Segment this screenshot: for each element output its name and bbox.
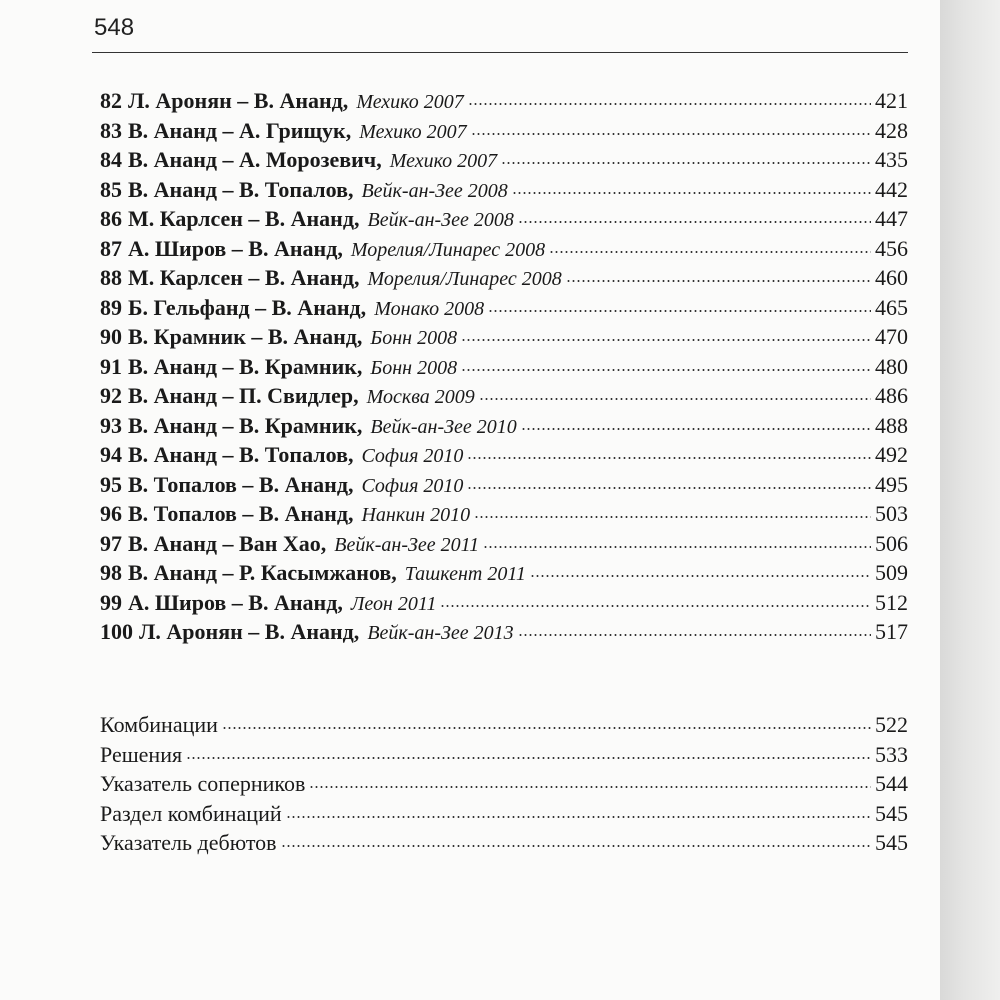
toc-game-entry — [100, 354, 908, 384]
toc-section-entry — [100, 830, 908, 860]
dot-leader — [461, 368, 871, 372]
game-players: В. Топалов – В. Ананд, — [128, 501, 354, 526]
game-page-number: 509 — [875, 560, 908, 585]
game-place: Вейк-ан-Зее 2008 — [361, 179, 508, 202]
game-number: 85 — [100, 176, 122, 202]
game-players: В. Ананд – В. Топалов, — [128, 442, 354, 467]
toc-section-entry — [100, 771, 908, 801]
toc-game-entry — [100, 177, 908, 207]
game-number: 88 — [100, 265, 122, 290]
game-page-number: 421 — [875, 88, 908, 113]
game-page-number: 470 — [875, 324, 908, 349]
dot-leader — [222, 726, 871, 730]
game-page-number: 512 — [875, 589, 908, 615]
toc-game-entry — [100, 590, 908, 620]
dot-leader — [521, 427, 871, 431]
game-players: В. Ананд – В. Топалов, — [128, 176, 354, 202]
toc-section-entry — [100, 742, 908, 772]
game-players: В. Топалов – В. Ананд, — [128, 471, 354, 497]
dot-leader — [518, 633, 871, 637]
header-rule — [92, 52, 908, 53]
dot-leader — [530, 574, 871, 578]
game-page-number: 506 — [875, 530, 908, 556]
game-number: 90 — [100, 324, 122, 349]
toc-game-entry — [100, 88, 908, 118]
dot-leader — [440, 604, 871, 608]
game-place: Вейк-ан-Зее 2008 — [367, 209, 514, 231]
dot-leader — [512, 191, 871, 195]
game-number: 91 — [100, 353, 122, 379]
section-page-number: 545 — [875, 800, 908, 826]
game-number: 92 — [100, 383, 122, 408]
section-title: Указатель дебютов — [100, 830, 277, 855]
toc-game-entry — [100, 531, 908, 561]
game-players: Л. Аронян – В. Ананд, — [139, 619, 360, 644]
section-title: Комбинации — [100, 712, 218, 737]
dot-leader — [566, 279, 871, 283]
game-page-number: 495 — [875, 471, 908, 497]
game-place: Бонн 2008 — [370, 356, 458, 379]
game-place: Вейк-ан-Зее 2013 — [367, 622, 514, 644]
game-page-number: 447 — [875, 206, 908, 231]
toc-game-entry — [100, 619, 908, 649]
game-number: 97 — [100, 530, 122, 556]
game-place: Москва 2009 — [366, 386, 475, 408]
section-page-number: 522 — [875, 712, 908, 737]
toc-game-entry — [100, 265, 908, 295]
games-contents-list — [100, 88, 908, 649]
dot-leader — [467, 486, 871, 490]
game-number: 87 — [100, 235, 122, 261]
game-number: 82 — [100, 88, 122, 113]
toc-game-entry — [100, 295, 908, 325]
dot-leader — [501, 161, 871, 165]
game-place: Морелия/Линарес 2008 — [367, 268, 562, 290]
toc-game-entry — [100, 413, 908, 443]
section-page-number: 544 — [875, 771, 908, 796]
toc-game-entry — [100, 118, 908, 148]
section-page-number: 533 — [875, 741, 908, 767]
game-number: 100 — [100, 619, 133, 644]
toc-game-entry — [100, 501, 908, 531]
dot-leader — [549, 250, 871, 254]
game-number: 98 — [100, 560, 122, 585]
dot-leader — [468, 102, 871, 106]
game-page-number: 435 — [875, 147, 908, 172]
game-place: Вейк-ан-Зее 2010 — [370, 415, 517, 438]
game-players: В. Ананд – Ван Хао, — [128, 530, 327, 556]
game-players: Л. Аронян – В. Ананд, — [128, 88, 349, 113]
toc-section-entry — [100, 801, 908, 831]
game-place: Леон 2011 — [350, 592, 437, 615]
game-place: София 2010 — [361, 445, 464, 467]
toc-game-entry — [100, 442, 908, 472]
section-title: Решения — [100, 741, 183, 767]
toc-game-entry — [100, 383, 908, 413]
dot-leader — [309, 785, 871, 789]
game-page-number: 480 — [875, 353, 908, 379]
game-number: 99 — [100, 589, 122, 615]
dot-leader — [467, 456, 871, 460]
game-page-number: 428 — [875, 117, 908, 143]
game-place: Монако 2008 — [374, 297, 485, 320]
page-number: 548 — [94, 14, 135, 41]
sections-contents-list — [100, 712, 908, 860]
dot-leader — [186, 756, 871, 760]
game-players: В. Ананд – Р. Касымжанов, — [128, 560, 397, 585]
game-page-number: 486 — [875, 383, 908, 408]
game-players: М. Карлсен – В. Ананд, — [128, 265, 360, 290]
toc-game-entry — [100, 324, 908, 354]
game-place: Мехико 2007 — [359, 120, 467, 143]
game-players: В. Ананд – А. Морозевич, — [128, 147, 382, 172]
game-number: 96 — [100, 501, 122, 526]
toc-game-entry — [100, 236, 908, 266]
game-page-number: 465 — [875, 294, 908, 320]
game-players: А. Широв – В. Ананд, — [128, 589, 343, 615]
dot-leader — [483, 545, 871, 549]
section-title: Указатель соперников — [100, 771, 306, 796]
game-number: 86 — [100, 206, 122, 231]
game-players: В. Ананд – П. Свидлер, — [128, 383, 359, 408]
game-page-number: 460 — [875, 265, 908, 290]
game-players: В. Ананд – В. Крамник, — [128, 412, 363, 438]
game-page-number: 456 — [875, 235, 908, 261]
game-number: 93 — [100, 412, 122, 438]
game-players: А. Широв – В. Ананд, — [128, 235, 343, 261]
section-title: Раздел комбинаций — [100, 800, 282, 826]
toc-game-entry — [100, 206, 908, 236]
game-place: Бонн 2008 — [370, 327, 458, 349]
dot-leader — [286, 815, 871, 819]
toc-game-entry — [100, 147, 908, 177]
game-number: 84 — [100, 147, 122, 172]
dot-leader — [461, 338, 871, 342]
game-place: Вейк-ан-Зее 2011 — [334, 533, 480, 556]
game-players: В. Ананд – В. Крамник, — [128, 353, 363, 379]
toc-section-entry — [100, 712, 908, 742]
dot-leader — [281, 844, 871, 848]
game-page-number: 488 — [875, 412, 908, 438]
dot-leader — [518, 220, 871, 224]
game-players: В. Крамник – В. Ананд, — [128, 324, 363, 349]
game-place: Мехико 2007 — [356, 91, 464, 113]
dot-leader — [474, 515, 871, 519]
game-page-number: 492 — [875, 442, 908, 467]
section-page-number: 545 — [875, 830, 908, 855]
game-place: Морелия/Линарес 2008 — [350, 238, 546, 261]
game-number: 89 — [100, 294, 122, 320]
game-players: В. Ананд – А. Грищук, — [128, 117, 352, 143]
game-number: 94 — [100, 442, 122, 467]
game-place: София 2010 — [361, 474, 464, 497]
book-gutter-shadow — [940, 0, 1000, 1000]
game-page-number: 503 — [875, 501, 908, 526]
dot-leader — [479, 397, 871, 401]
toc-game-entry — [100, 560, 908, 590]
dot-leader — [488, 309, 871, 313]
game-page-number: 517 — [875, 619, 908, 644]
dot-leader — [471, 132, 871, 136]
toc-game-entry — [100, 472, 908, 502]
game-number: 83 — [100, 117, 122, 143]
game-number: 95 — [100, 471, 122, 497]
game-players: Б. Гельфанд – В. Ананд, — [128, 294, 367, 320]
game-page-number: 442 — [875, 176, 908, 202]
game-place: Ташкент 2011 — [404, 563, 526, 585]
game-players: М. Карлсен – В. Ананд, — [128, 206, 360, 231]
game-place: Нанкин 2010 — [361, 504, 471, 526]
game-place: Мехико 2007 — [389, 150, 498, 172]
